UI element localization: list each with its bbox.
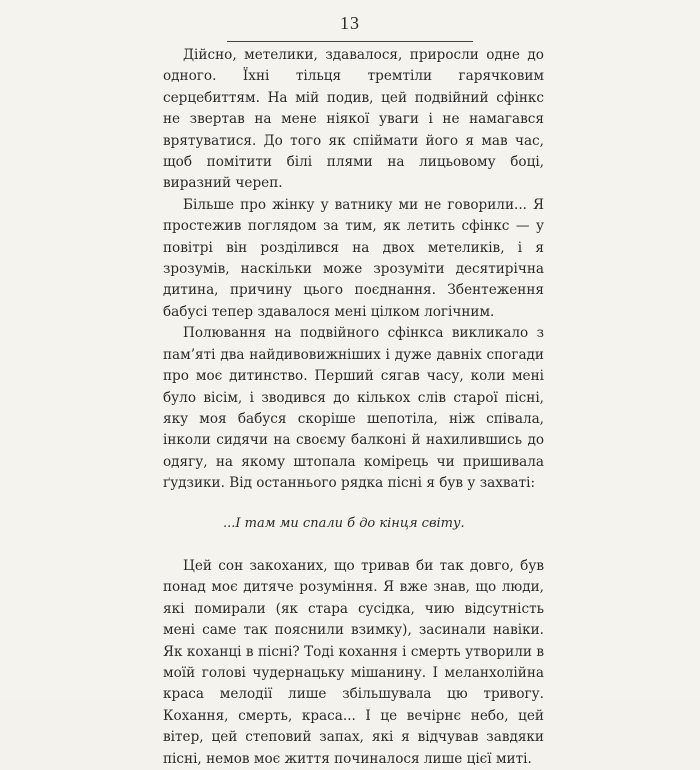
paragraph-1: Дійсно, метелики, здавалося, приросли одне до одного. Їхні тільця тремтіли гарячковим серцебиттям. На мій подив, цей подвійний сфінкс не звертав на мене ніякої уваги і не намагався врятуватися. До того як спіймати його я мав час, щоб помітити білі плями на лицьовому боці, виразний череп.: [163, 47, 544, 192]
paragraph-4: Цей сон закоханих, що тривав би так довго, був понад моє дитяче розуміння. Я вже знав, що люди, які помирали (як стара сусідка, чию відсутність мені саме так пояснили взимку), засинали навіки. Як коханці в пісні? Тоді кохання і смерть утворили в моїй голові чудернацьку мішанину. І меланхолійна краса мелодії лише збільшувала цю тривогу. Кохання, смерть, краса... І це вечірнє небо, цей вітер, цей степовий запах, які я відчував завдяки пісні, немов моє життя починалося лише цієї миті.: [163, 557, 544, 767]
page-header: [227, 12, 473, 42]
paragraph-2: Більше про жінку у ватнику ми не говорили... Я простежив поглядом за тим, як летить сфінкс — у повітрі він розділився на двох метеликів, і я зрозумів, наскільки може зрозуміти десятирічна дитина, причину цього поєднання. Збентеження бабусі тепер здавалося мені цілком логічним.: [163, 196, 544, 320]
body-text: [163, 45, 544, 770]
header-rule: [227, 41, 473, 42]
paragraph-3: Полювання на подвійного сфінкса викликало з пам’яті два найдивовижніших і дуже давніх спогади про моє дитинство. Перший сягав часу, коли мені було вісім, і зводився до кількох слів старої пісні, яку моя бабуся скоріше шепотіла, ніж співала, інколи сидячи на своєму балконі й нахилившись до одягу, на якому штопала комірець чи пришивала ґудзики. Від останнього рядка пісні я був у захваті:: [163, 325, 544, 492]
page-number: 13: [340, 13, 360, 33]
song-quote: ...І там ми спали б до кінця світу.: [223, 515, 465, 531]
